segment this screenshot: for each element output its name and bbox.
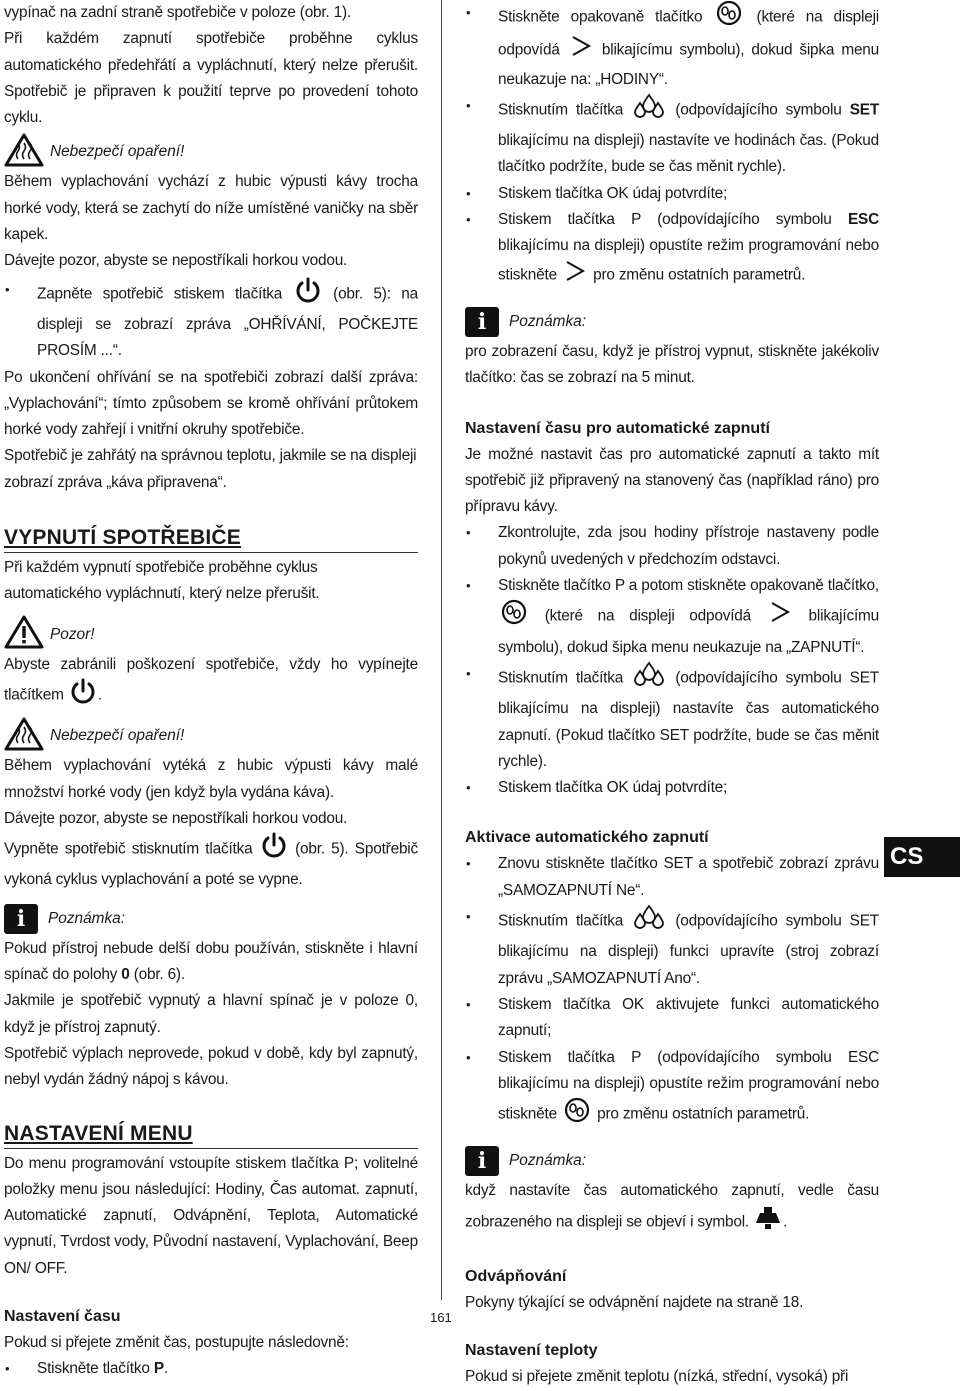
- paragraph: Během vyplachování vychází z hubic výpusti kávy trocha horké vody, která se zachytí do níže umístěné vaničky na sběr kapek.: [4, 173, 418, 244]
- subheading: Nastavení času: [4, 1307, 121, 1325]
- paragraph: Je možné nastavit čas pro automatické zapnutí a takto mít spotřebič již připravený na stanovený čas (například ráno) pro přípravu kávy.: [465, 445, 879, 516]
- text: Stiskněte tlačítko P a potom stiskněte opakovaně tlačítko,: [498, 577, 879, 595]
- bullet-list: [4, 1356, 418, 1382]
- paragraph: [465, 1178, 879, 1240]
- subheading: Odvápňování: [465, 1267, 567, 1285]
- danger-label: Nebezpečí opaření!: [50, 727, 185, 745]
- text: Stisknutím tlačítka: [498, 101, 624, 119]
- text: .: [783, 1213, 788, 1231]
- text: Zapněte spotřebič stiskem tlačítka: [37, 285, 283, 303]
- text: Stiskem tlačítka P (odpovídajícího symbolu ESC blikajícímu na displeji) opustíte režim programování nebo stiskněte: [498, 1048, 879, 1123]
- water-drops-icon: [631, 93, 667, 128]
- list-item: [465, 1045, 879, 1133]
- subheading: Nastavení teploty: [465, 1342, 598, 1360]
- paragraph: Během vyplachování vytéká z hubic výpusti kávy malé množství horké vody (jen když byla vydána káva).: [4, 757, 418, 801]
- text: 0: [121, 966, 130, 984]
- paragraph: Jakmile je spotřebič vypnutý a hlavní spínač je v poloze 0, když je přístroj zapnutý.: [4, 992, 418, 1036]
- caution-label: Pozor!: [50, 625, 95, 643]
- danger-label: Nebezpečí opaření!: [50, 143, 185, 161]
- paragraph: [4, 936, 418, 989]
- text: pro změnu ostatních parametrů.: [593, 266, 806, 284]
- text: Stiskem tlačítka OK údaj potvrdíte;: [498, 184, 728, 202]
- text: SET: [849, 101, 880, 119]
- list-item: [4, 277, 418, 365]
- coffee-beans-icon: [498, 599, 530, 634]
- text: (které na displeji odpovídá: [544, 608, 752, 626]
- column-divider: [441, 0, 442, 1300]
- text: ESC: [847, 211, 880, 229]
- paragraph: [4, 652, 418, 714]
- list-item: [465, 93, 879, 181]
- text: blikajícímu na displeji) opustíte režim programování nebo stiskněte: [498, 237, 879, 284]
- text: (obr. 5): na displeji se zobrazí zpráva „OHŘÍVÁNÍ, POČKEJTE PROSÍM ...“.: [37, 285, 419, 360]
- danger-warning: [4, 135, 418, 169]
- coffee-beans-icon: [713, 0, 745, 35]
- text: (které na displeji odpovídá: [498, 8, 880, 60]
- section-heading: VYPNUTÍ SPOTŘEBIČE: [4, 526, 418, 553]
- info-icon: i: [465, 1146, 499, 1176]
- text: pro změnu ostatních parametrů.: [597, 1105, 810, 1123]
- paragraph: Spotřebič výplach neprovede, pokud v době, kdy byl zapnutý, nebyl vydán žádný nápoj s kávou.: [4, 1044, 418, 1089]
- list-item: [465, 992, 879, 1045]
- paragraph: vypínač na zadní straně spotřebiče v poloze (obr. 1).: [4, 4, 352, 21]
- caution-warning: [4, 618, 418, 652]
- paragraph: Dávejte pozor, abyste se nepostříkali horkou vodou.: [4, 809, 348, 827]
- text: (odpovídajícího symbolu SET blikajícímu na displeji) nastavíte čas automatického zapnutí. (Pokud tlačítko SET podržíte, bude se čas měnit rychle).: [498, 669, 880, 770]
- bullet-list: [465, 851, 879, 1132]
- list-item: [465, 851, 879, 904]
- info-icon: i: [465, 307, 499, 337]
- text: .: [163, 1360, 168, 1378]
- chevron-right-icon: [567, 35, 595, 66]
- chevron-right-icon: [561, 260, 589, 291]
- text: Pokud přístroj nebude delší dobu používán, stiskněte i hlavní spínač do polohy: [4, 939, 418, 984]
- bullet-list: [465, 520, 879, 801]
- text: Stiskem tlačítka P (odpovídajícího symbolu: [498, 211, 832, 229]
- text: Stiskem tlačítka OK aktivujete funkci automatického zapnutí;: [498, 995, 879, 1040]
- text: Stiskněte opakovaně tlačítko: [498, 8, 703, 26]
- text: Stiskem tlačítka OK údaj potvrdíte;: [498, 779, 728, 797]
- paragraph: Spotřebič je zahřátý na správnou teplotu, jakmile se na displeji zobrazí zpráva „káva připravena“.: [4, 447, 417, 491]
- steam-warning-icon: [4, 133, 44, 172]
- danger-warning: [4, 719, 418, 753]
- subheading: Nastavení času pro automatické zapnutí: [465, 419, 770, 437]
- paragraph: Při každém vypnutí spotřebiče proběhne cyklus automatického vypláchnutí, který nelze přerušit.: [4, 559, 320, 603]
- steam-warning-icon: [4, 717, 44, 756]
- bullet-list: [4, 277, 418, 365]
- paragraph: Pokud si přejete změnit teplotu (nízká, střední, vysoká) při: [465, 1368, 849, 1386]
- chevron-right-icon: [766, 601, 794, 632]
- list-item: [465, 775, 879, 801]
- note: [4, 902, 418, 936]
- list-item: [465, 0, 879, 93]
- list-item: [465, 520, 879, 573]
- text: když nastavíte čas automatického zapnutí, vedle času zobrazeného na displeji se objeví i symbol.: [465, 1182, 879, 1231]
- text: Vypněte spotřebič stisknutím tlačítka: [4, 840, 253, 858]
- left-column: [4, 0, 418, 1383]
- paragraph: pro zobrazení času, když je přístroj vypnut, stiskněte jakékoliv tlačítko: čas se zobrazí na 5 minut.: [465, 342, 879, 387]
- paragraph: Dávejte pozor, abyste se nepostříkali horkou vodou.: [4, 252, 348, 270]
- list-item: [465, 904, 879, 992]
- text: Stiskněte tlačítko: [37, 1360, 150, 1378]
- text: (odpovídajícího symbolu: [675, 101, 842, 119]
- paragraph: Pokyny týkající se odvápnění najdete na straně 18.: [465, 1293, 804, 1311]
- list-item: [4, 1356, 418, 1382]
- right-column: [465, 0, 879, 1391]
- paragraph: Při každém zapnutí spotřebiče proběhne cyklus automatického předehřátí a vypláchnutí, který nelze přerušit. Spotřebič je připraven k použití teprve po provedení tohoto cyklu.: [4, 30, 418, 127]
- subheading: Aktivace automatického zapnutí: [465, 829, 709, 847]
- text: Abyste zabránili poškození spotřebiče, vždy ho vypínejte tlačítkem: [4, 655, 418, 704]
- text: (obr. 5). Spotřebič vykoná cyklus vyplachování a poté se vypne.: [4, 840, 419, 889]
- paragraph: Pokud si přejete změnit čas, postupujte následovně:: [4, 1333, 349, 1351]
- list-item: [465, 661, 879, 775]
- power-icon: [259, 832, 289, 867]
- text: (obr. 6).: [133, 966, 185, 984]
- text: .: [97, 686, 102, 704]
- lamp-icon: [753, 1205, 783, 1240]
- note-label: Poznámka:: [509, 1152, 586, 1170]
- water-drops-icon: [631, 661, 667, 696]
- coffee-beans-icon: [561, 1097, 593, 1132]
- note-label: Poznámka:: [509, 312, 586, 330]
- paragraph: Do menu programování vstoupíte stiskem tlačítka P; volitelné položky menu jsou následující: Hodiny, Čas automat. zapnutí, Automatické zapnutí, Odvápnění, Teplota, Automatické vypnutí, Tvrdost vody, Původní nastavení, Vyplachování, Beep ON/ OFF.: [4, 1154, 418, 1277]
- text: (odpovídajícího symbolu SET blikajícímu na displeji) funkci upravíte (stroj zobrazí zprávu „SAMOZAPNUTÍ Ano“.: [498, 912, 880, 987]
- note-label: Poznámka:: [48, 909, 125, 927]
- text: P: [153, 1360, 164, 1378]
- note: [465, 1144, 879, 1178]
- bullet-list: [465, 0, 879, 291]
- info-icon: i: [4, 904, 38, 934]
- text: Stisknutím tlačítka: [498, 912, 624, 930]
- list-item: [465, 573, 879, 661]
- power-icon: [68, 678, 98, 713]
- note: [465, 305, 879, 339]
- power-icon: [293, 277, 323, 312]
- text: blikajícímu symbolu), dokud šipka menu neukazuje na „ZAPNUTÍ“.: [498, 608, 880, 656]
- text: blikajícímu na displeji) nastavíte ve hodinách čas. (Pokud tlačítko podržíte, bude se čas měnit rychle).: [498, 132, 879, 176]
- text: Zkontrolujte, zda jsou hodiny přístroje nastaveny podle pokynů uvedených v předchozím odstavci.: [498, 524, 879, 568]
- paragraph: Po ukončení ohřívání se na spotřebiči zobrazí další zpráva: „Vyplachování“; tímto způsobem se kromě ohřívání průtokem horké vody zahřejí i vnitřní okruhy spotřebiče.: [4, 368, 418, 439]
- paragraph: [4, 832, 418, 894]
- page-number: 161: [430, 1310, 452, 1325]
- language-tab: CS: [884, 837, 960, 877]
- section-heading: NASTAVENÍ MENU: [4, 1122, 418, 1149]
- list-item: [465, 181, 879, 207]
- water-drops-icon: [631, 904, 667, 939]
- text: blikajícímu symbolu), dokud šipka menu neukazuje na: „HODINY“.: [498, 42, 880, 88]
- list-item: [465, 207, 879, 291]
- caution-icon: [4, 615, 44, 654]
- text: Stisknutím tlačítka: [498, 669, 624, 687]
- text: Znovu stiskněte tlačítko SET a spotřebič zobrazí zprávu „SAMOZAPNUTÍ Ne“.: [498, 855, 879, 899]
